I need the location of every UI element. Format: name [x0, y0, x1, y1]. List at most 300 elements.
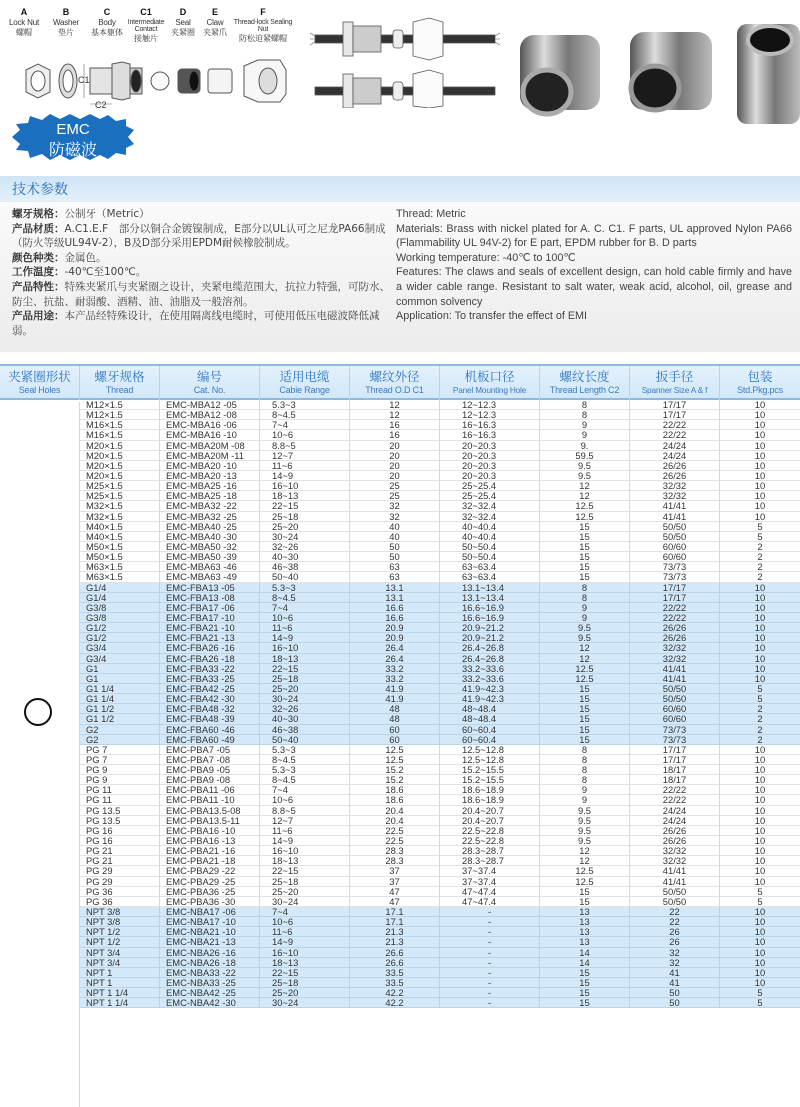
cell-cable-range: 22~15	[260, 866, 350, 876]
cell-panel-hole: 28.3~28.7	[440, 846, 540, 856]
cell-spanner-size: 32/32	[630, 654, 720, 664]
cell-spanner-size: 18/17	[630, 765, 720, 775]
cell-thread-length: 14	[540, 948, 630, 958]
cell-cat-no: EMC-FBA13 -05	[160, 583, 260, 593]
cell-cable-range: 12~7	[260, 451, 350, 461]
seal-holes-column	[0, 402, 80, 1107]
cell-thread-od: 28.3	[350, 856, 440, 866]
cell-thread: PG 7	[80, 745, 160, 755]
cell-thread: M32×1.5	[80, 512, 160, 522]
cell-panel-hole: -	[440, 907, 540, 917]
table-row	[0, 491, 800, 501]
cell-thread-od: 16.6	[350, 613, 440, 623]
cell-spanner-size: 73/73	[630, 562, 720, 572]
cell-cat-no: EMC-FBA48 -32	[160, 704, 260, 714]
cell-thread-length: 8	[540, 593, 630, 603]
cell-std-pkg: 10	[720, 643, 800, 653]
cell-thread-length: 15	[540, 694, 630, 704]
cell-thread: PG 7	[80, 755, 160, 765]
cell-panel-hole: 40~40.4	[440, 522, 540, 532]
cell-thread: M20×1.5	[80, 441, 160, 451]
cell-spanner-size: 22	[630, 907, 720, 917]
cell-std-pkg: 10	[720, 471, 800, 481]
cell-std-pkg: 10	[720, 765, 800, 775]
cell-cat-no: EMC-FBA60 -49	[160, 735, 260, 745]
cell-cable-range: 11~6	[260, 623, 350, 633]
cell-std-pkg: 10	[720, 603, 800, 613]
cell-thread-length: 15	[540, 542, 630, 552]
cell-cat-no: EMC-FBA33 -22	[160, 664, 260, 674]
cell-thread-length: 9.5	[540, 461, 630, 471]
table-row	[0, 583, 800, 593]
table-row	[0, 988, 800, 998]
cell-thread-length: 9.	[540, 441, 630, 451]
cell-thread: PG 11	[80, 795, 160, 805]
cell-cable-range: 25~20	[260, 522, 350, 532]
parts-legend	[4, 8, 296, 54]
cell-cable-range: 30~24	[260, 897, 350, 907]
cell-thread: G1 1/4	[80, 694, 160, 704]
cell-thread-od: 18.6	[350, 795, 440, 805]
cell-thread-od: 17.1	[350, 907, 440, 917]
cell-thread: G3/8	[80, 613, 160, 623]
table-row	[0, 795, 800, 805]
cell-spanner-size: 41/41	[630, 866, 720, 876]
cell-thread-od: 13.1	[350, 593, 440, 603]
cell-thread-od: 22.5	[350, 836, 440, 846]
cell-spanner-size: 26/26	[630, 623, 720, 633]
cell-thread-length: 9	[540, 613, 630, 623]
cell-thread-length: 9	[540, 420, 630, 430]
cell-cat-no: EMC-MBA50 -39	[160, 552, 260, 562]
cell-cable-range: 25~20	[260, 887, 350, 897]
table-row	[0, 948, 800, 958]
table-row	[0, 623, 800, 633]
cell-cat-no: EMC-NBA26 -16	[160, 948, 260, 958]
cell-thread: NPT 3/8	[80, 907, 160, 917]
cell-cat-no: EMC-FBA33 -25	[160, 674, 260, 684]
cell-cable-range: 25~18	[260, 877, 350, 887]
cell-cat-no: EMC-PBA7 -05	[160, 745, 260, 755]
cell-cat-no: EMC-PBA21 -16	[160, 846, 260, 856]
cell-thread-od: 20.4	[350, 806, 440, 816]
cell-thread-length: 12.5	[540, 664, 630, 674]
cell-panel-hole: 20~20.3	[440, 451, 540, 461]
table-row	[0, 552, 800, 562]
cell-std-pkg: 10	[720, 846, 800, 856]
table-row	[0, 968, 800, 978]
cell-panel-hole: 12~12.3	[440, 400, 540, 410]
cell-cat-no: EMC-FBA60 -46	[160, 725, 260, 735]
cell-cat-no: EMC-NBA17 -06	[160, 907, 260, 917]
cell-thread-length: 15	[540, 897, 630, 907]
cell-panel-hole: -	[440, 917, 540, 927]
cell-std-pkg: 10	[720, 917, 800, 927]
cell-panel-hole: 60~60.4	[440, 725, 540, 735]
cell-panel-hole: 47~47.4	[440, 887, 540, 897]
cell-thread-length: 15	[540, 735, 630, 745]
table-row	[0, 674, 800, 684]
cell-std-pkg: 10	[720, 441, 800, 451]
cell-spanner-size: 22/22	[630, 420, 720, 430]
cell-cat-no: EMC-NBA33 -25	[160, 978, 260, 988]
cell-thread: NPT 1/2	[80, 927, 160, 937]
cell-panel-hole: 33.2~33.6	[440, 664, 540, 674]
cell-thread-length: 9.5	[540, 816, 630, 826]
cell-spanner-size: 50/50	[630, 532, 720, 542]
dimension-c1-label: C1	[78, 75, 90, 85]
cell-cable-range: 22~15	[260, 968, 350, 978]
cell-spanner-size: 73/73	[630, 725, 720, 735]
cell-thread-od: 20	[350, 471, 440, 481]
cell-panel-hole: 50~50.4	[440, 552, 540, 562]
spec-en-materials: Materials: Brass with nickel plated for A. C. C1. F parts, UL approved Nylon PA66 (Flammability UL 94V-2) for E part, EPDM rubber for B. D parts	[396, 222, 792, 250]
table-row	[0, 684, 800, 694]
cell-thread: G1	[80, 664, 160, 674]
cell-panel-hole: 20~20.3	[440, 471, 540, 481]
cell-panel-hole: 16~16.3	[440, 430, 540, 440]
cell-thread: G3/4	[80, 643, 160, 653]
cell-thread: M25×1.5	[80, 491, 160, 501]
cell-thread-od: 47	[350, 887, 440, 897]
spec-label: 产品特性：	[12, 280, 65, 293]
cell-std-pkg: 10	[720, 948, 800, 958]
cell-cat-no: EMC-MBA63 -46	[160, 562, 260, 572]
cell-cat-no: EMC-PBA7 -08	[160, 755, 260, 765]
cell-std-pkg: 10	[720, 775, 800, 785]
table-row	[0, 958, 800, 968]
product-photos	[505, 10, 800, 125]
cell-panel-hole: 12.5~12.8	[440, 745, 540, 755]
table-row	[0, 522, 800, 532]
cell-cat-no: EMC-FBA26 -16	[160, 643, 260, 653]
cell-panel-hole: 41.9~42.3	[440, 694, 540, 704]
cell-panel-hole: 50~50.4	[440, 542, 540, 552]
cell-thread: G1/4	[80, 583, 160, 593]
table-row	[0, 451, 800, 461]
table-row	[0, 775, 800, 785]
cell-spanner-size: 32/32	[630, 846, 720, 856]
cell-thread: M50×1.5	[80, 552, 160, 562]
table-row	[0, 826, 800, 836]
cell-spanner-size: 50/50	[630, 887, 720, 897]
cell-thread: PG 13.5	[80, 806, 160, 816]
cell-std-pkg: 10	[720, 927, 800, 937]
cell-spanner-size: 60/60	[630, 552, 720, 562]
cell-spanner-size: 32/32	[630, 481, 720, 491]
cell-cable-range: 18~13	[260, 958, 350, 968]
cell-thread-length: 12	[540, 481, 630, 491]
cell-spanner-size: 50/50	[630, 522, 720, 532]
part-letter: C1	[140, 7, 152, 17]
cell-std-pkg: 10	[720, 836, 800, 846]
cell-cable-range: 16~10	[260, 643, 350, 653]
cell-cable-range: 10~6	[260, 917, 350, 927]
cell-cable-range: 30~24	[260, 998, 350, 1008]
spec-label: 产品材质：	[12, 222, 65, 235]
cell-cable-range: 10~6	[260, 613, 350, 623]
cell-std-pkg: 10	[720, 461, 800, 471]
cell-thread-od: 37	[350, 877, 440, 887]
cell-std-pkg: 2	[720, 542, 800, 552]
spec-text: 本产品经特殊设计，在使用隔离线电缆时，可使用低压电磁波降低减弱。	[12, 310, 380, 337]
cell-spanner-size: 32/32	[630, 643, 720, 653]
cell-thread-length: 12.5	[540, 501, 630, 511]
cell-thread-od: 41.9	[350, 684, 440, 694]
badge-cn-text: 防磁波	[48, 142, 97, 159]
cell-thread-od: 28.3	[350, 846, 440, 856]
cell-thread: PG 29	[80, 866, 160, 876]
cell-spanner-size: 22/22	[630, 785, 720, 795]
cell-panel-hole: 13.1~13.4	[440, 583, 540, 593]
cell-thread: NPT 1	[80, 978, 160, 988]
cell-spanner-size: 60/60	[630, 542, 720, 552]
cell-std-pkg: 10	[720, 420, 800, 430]
part-en: Thread-lock Sealing Nut	[233, 19, 293, 33]
cell-std-pkg: 10	[720, 512, 800, 522]
cell-thread-length: 8	[540, 775, 630, 785]
table-row	[0, 664, 800, 674]
cell-spanner-size: 26/26	[630, 826, 720, 836]
part-cn: 夹紧圈	[171, 28, 195, 37]
cell-cat-no: EMC-NBA21 -10	[160, 927, 260, 937]
part-letter: C	[103, 7, 111, 17]
cell-spanner-size: 32/32	[630, 491, 720, 501]
cell-std-pkg: 10	[720, 613, 800, 623]
cell-panel-hole: 33.2~33.6	[440, 674, 540, 684]
cell-std-pkg: 5	[720, 694, 800, 704]
cell-thread: G3/4	[80, 654, 160, 664]
cell-panel-hole: 20.4~20.7	[440, 806, 540, 816]
cell-cat-no: EMC-NBA17 -10	[160, 917, 260, 927]
cell-panel-hole: 15.2~15.5	[440, 775, 540, 785]
cell-std-pkg: 10	[720, 937, 800, 947]
cell-panel-hole: 16~16.3	[440, 420, 540, 430]
cell-thread: PG 29	[80, 877, 160, 887]
cell-thread: G1 1/2	[80, 704, 160, 714]
cell-thread-od: 47	[350, 897, 440, 907]
cell-spanner-size: 26/26	[630, 836, 720, 846]
cell-cable-range: 22~15	[260, 664, 350, 674]
cell-spanner-size: 24/24	[630, 451, 720, 461]
cell-thread-od: 40	[350, 532, 440, 542]
cell-thread: NPT 3/4	[80, 948, 160, 958]
cell-cat-no: EMC-MBA16 -06	[160, 420, 260, 430]
cell-cat-no: EMC-PBA36 -25	[160, 887, 260, 897]
cell-thread-od: 48	[350, 704, 440, 714]
cell-thread: M25×1.5	[80, 481, 160, 491]
cell-cable-range: 25~18	[260, 978, 350, 988]
cell-std-pkg: 10	[720, 877, 800, 887]
section-header	[0, 176, 800, 202]
part-en: Washer	[52, 18, 80, 27]
cell-panel-hole: 63~63.4	[440, 562, 540, 572]
cell-cable-range: 8~4.5	[260, 775, 350, 785]
table-row	[0, 937, 800, 947]
spec-table	[0, 364, 800, 1008]
cell-thread: G1	[80, 674, 160, 684]
cell-thread: M12×1.5	[80, 410, 160, 420]
spec-label: 颜色种类：	[12, 251, 65, 264]
cell-cable-range: 46~38	[260, 562, 350, 572]
cell-cable-range: 11~6	[260, 927, 350, 937]
cell-thread-od: 16	[350, 420, 440, 430]
cell-std-pkg: 10	[720, 501, 800, 511]
cell-thread-length: 15	[540, 572, 630, 582]
part-label-a	[4, 8, 44, 37]
cell-std-pkg: 5	[720, 988, 800, 998]
cell-std-pkg: 5	[720, 532, 800, 542]
table-row	[0, 998, 800, 1008]
cell-thread-od: 20	[350, 461, 440, 471]
cell-spanner-size: 22/22	[630, 795, 720, 805]
cell-thread-length: 15	[540, 968, 630, 978]
cell-cat-no: EMC-MBA40 -30	[160, 532, 260, 542]
table-row	[0, 735, 800, 745]
spec-text: A.C1.E.F 部分以铜合金镀镍制成，E部分以UL认可之尼龙PA66制成（防火等级UL94V-2），B及D部分采用EPDM耐候橡胶制成。	[12, 222, 386, 250]
cell-spanner-size: 41	[630, 978, 720, 988]
cell-thread-length: 13	[540, 927, 630, 937]
cell-spanner-size: 26	[630, 927, 720, 937]
cell-std-pkg: 2	[720, 714, 800, 724]
cell-thread-length: 15	[540, 532, 630, 542]
cell-thread: PG 16	[80, 836, 160, 846]
cell-thread-od: 22.5	[350, 826, 440, 836]
cell-thread-od: 12.5	[350, 745, 440, 755]
cell-thread-length: 15	[540, 552, 630, 562]
cell-cable-range: 16~10	[260, 481, 350, 491]
specs-chinese	[12, 207, 390, 338]
table-row	[0, 806, 800, 816]
table-row	[0, 471, 800, 481]
cell-panel-hole: 20.9~21.2	[440, 623, 540, 633]
cell-panel-hole: 22.5~22.8	[440, 836, 540, 846]
table-row	[0, 755, 800, 765]
cell-thread: M63×1.5	[80, 572, 160, 582]
part-label-f	[232, 8, 294, 43]
cell-thread-length: 9.5	[540, 623, 630, 633]
table-row	[0, 430, 800, 440]
cell-cable-range: 5.3~3	[260, 583, 350, 593]
cell-spanner-size: 73/73	[630, 735, 720, 745]
cell-panel-hole: -	[440, 968, 540, 978]
cell-panel-hole: -	[440, 937, 540, 947]
table-header	[0, 364, 800, 400]
cell-cat-no: EMC-NBA42 -25	[160, 988, 260, 998]
cell-std-pkg: 10	[720, 654, 800, 664]
cell-spanner-size: 32	[630, 958, 720, 968]
cell-cable-range: 16~10	[260, 948, 350, 958]
specs-english	[396, 207, 792, 324]
part-en: Claw	[206, 18, 224, 27]
part-label-d	[166, 8, 200, 37]
cell-cat-no: EMC-FBA17 -06	[160, 603, 260, 613]
cell-thread-length: 12	[540, 491, 630, 501]
cell-thread-od: 40	[350, 522, 440, 532]
cell-cable-range: 8.8~5	[260, 806, 350, 816]
body-icon	[90, 68, 112, 94]
spec-label: 工作温度：	[12, 266, 65, 279]
cell-cable-range: 32~26	[260, 704, 350, 714]
cell-std-pkg: 2	[720, 562, 800, 572]
cell-thread-od: 20	[350, 441, 440, 451]
cell-thread-od: 63	[350, 572, 440, 582]
cell-cable-range: 30~24	[260, 532, 350, 542]
badge-emc-text: EMC	[56, 121, 90, 138]
cell-spanner-size: 41	[630, 968, 720, 978]
table-row	[0, 907, 800, 917]
cable-gland-photo-2	[630, 32, 712, 110]
cell-std-pkg: 5	[720, 684, 800, 694]
cell-std-pkg: 2	[720, 704, 800, 714]
cell-thread: M20×1.5	[80, 451, 160, 461]
cell-panel-hole: -	[440, 948, 540, 958]
cell-std-pkg: 2	[720, 552, 800, 562]
cell-thread-length: 8	[540, 410, 630, 420]
cell-cat-no: EMC-NBA42 -30	[160, 998, 260, 1008]
table-row	[0, 887, 800, 897]
cell-cat-no: EMC-PBA36 -30	[160, 897, 260, 907]
cell-panel-hole: 16.6~16.9	[440, 613, 540, 623]
cell-cat-no: EMC-NBA26 -18	[160, 958, 260, 968]
cell-thread-od: 16.6	[350, 603, 440, 613]
cell-std-pkg: 5	[720, 897, 800, 907]
cell-thread: M32×1.5	[80, 501, 160, 511]
table-row	[0, 441, 800, 451]
spec-text: 公制牙（Metric）	[64, 208, 150, 220]
cell-thread-od: 33.5	[350, 968, 440, 978]
cell-thread-od: 26.6	[350, 958, 440, 968]
cell-std-pkg: 5	[720, 887, 800, 897]
cell-cat-no: EMC-MBA16 -10	[160, 430, 260, 440]
cell-cat-no: EMC-PBA11 -06	[160, 785, 260, 795]
cell-thread-length: 15	[540, 522, 630, 532]
spec-label: 产品用途：	[12, 310, 65, 323]
cell-panel-hole: 32~32.4	[440, 512, 540, 522]
cell-thread: M63×1.5	[80, 562, 160, 572]
table-row	[0, 927, 800, 937]
cell-std-pkg: 10	[720, 785, 800, 795]
cell-std-pkg: 10	[720, 430, 800, 440]
cell-cable-range: 14~9	[260, 937, 350, 947]
cell-panel-hole: 32~32.4	[440, 501, 540, 511]
cell-panel-hole: 25~25.4	[440, 481, 540, 491]
cell-thread-od: 60	[350, 725, 440, 735]
cell-cat-no: EMC-MBA12 -08	[160, 410, 260, 420]
cell-cable-range: 18~13	[260, 654, 350, 664]
cell-std-pkg: 10	[720, 745, 800, 755]
col-header-thread: 螺牙规格 Thread	[80, 366, 160, 400]
table-row	[0, 785, 800, 795]
table-row	[0, 400, 800, 410]
cell-thread-length: 15	[540, 725, 630, 735]
cell-cable-range: 18~13	[260, 491, 350, 501]
cell-thread: G1/4	[80, 593, 160, 603]
cell-panel-hole: -	[440, 927, 540, 937]
table-row	[0, 512, 800, 522]
table-row	[0, 532, 800, 542]
claw-icon	[208, 69, 232, 93]
cell-cable-range: 46~38	[260, 725, 350, 735]
cell-spanner-size: 41/41	[630, 664, 720, 674]
col-header-panel-hole: 机板口径 Panel Mounting Hole	[440, 366, 540, 400]
cell-thread: PG 21	[80, 846, 160, 856]
cell-cable-range: 25~18	[260, 512, 350, 522]
cell-cat-no: EMC-MBA20M -08	[160, 441, 260, 451]
col-header-seal-holes: 夹紧圈形状 Seal Holes	[0, 366, 80, 400]
table-row	[0, 877, 800, 887]
cell-thread-od: 33.2	[350, 664, 440, 674]
